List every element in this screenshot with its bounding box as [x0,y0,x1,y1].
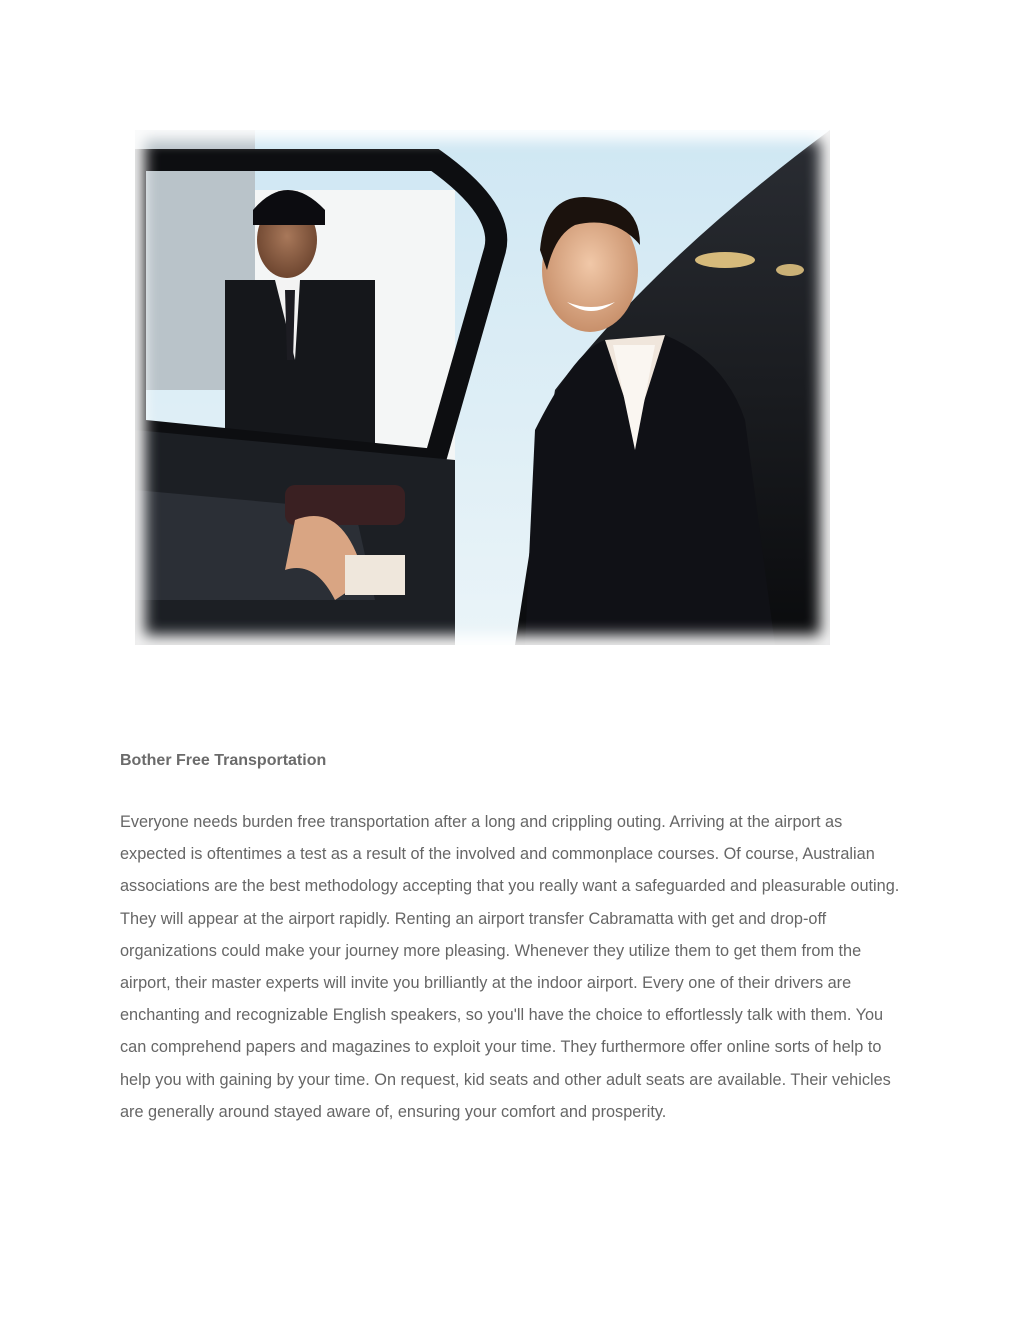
article-heading: Bother Free Transportation [120,752,327,769]
hero-photo [135,130,830,645]
chauffeur-car-illustration [135,130,830,645]
article-paragraph: Everyone needs burden free transportation after a long and crippling outing. Arriving at the airport as expected is oftentimes a test as a result of the involved and commonplace courses. Of course, Australian associations are the best methodology accepting that you really want a safeguarded and pleasurable outing. They will appear at the airport rapidly. Renting an airport transfer Cabramatta with get and drop-off organizations could make your journey more pleasing. Whenever they utilize them to get them from the airport, their master experts will invite you brilliantly at the indoor airport. Every one of their drivers are enchanting and recognizable English speakers, so you'll have the choice to effortlessly talk with them. You can comprehend papers and magazines to exploit your time. They furthermore offer online sorts of help to help you with gaining by your time. On request, kid seats and other adult seats are available. Their vehicles are generally around stayed aware of, ensuring your comfort and prosperity. [120,813,900,1121]
